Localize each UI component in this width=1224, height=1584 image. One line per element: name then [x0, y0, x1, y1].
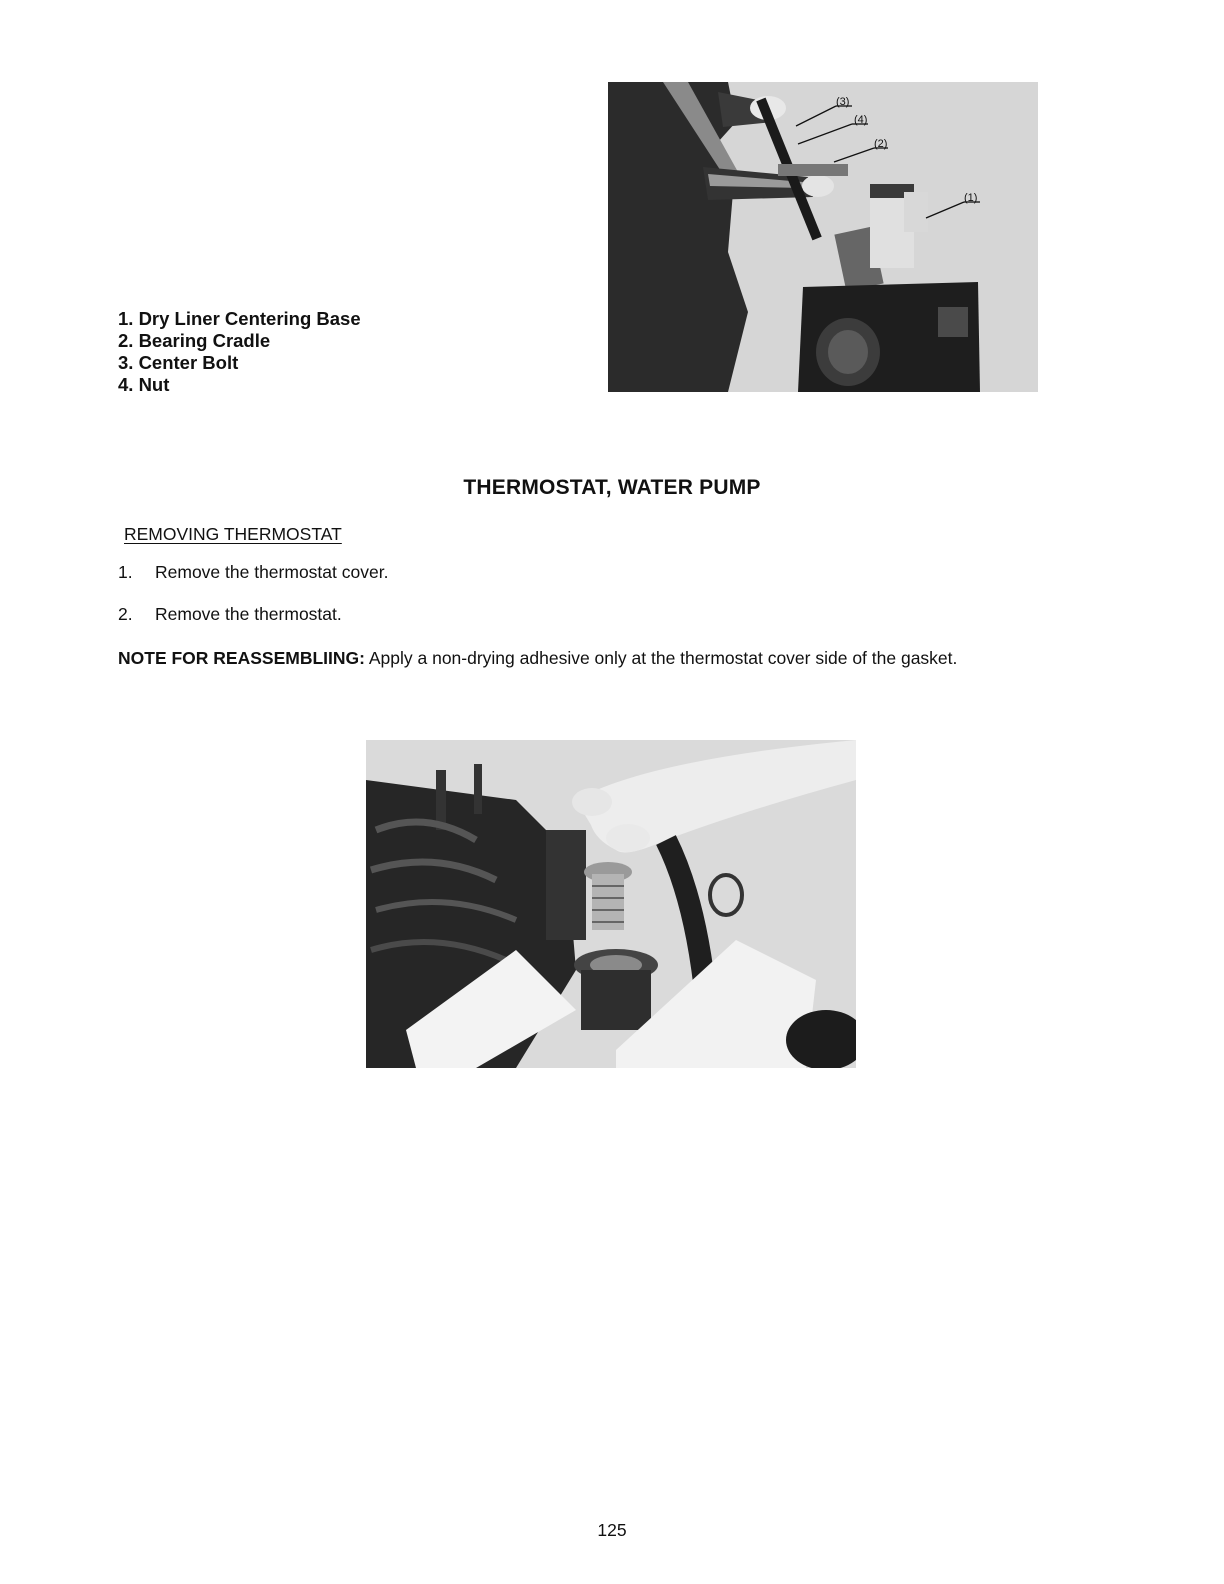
legend-item: 2. Bearing Cradle	[118, 330, 271, 351]
note-label: NOTE FOR REASSEMBLIING:	[118, 648, 365, 668]
callout-1: (1)	[964, 192, 978, 204]
page-number: 125	[597, 1520, 627, 1540]
step-text: Remove the thermostat cover.	[155, 562, 389, 582]
step-number: 2.	[118, 604, 133, 624]
dry-liner-illustration	[608, 82, 1038, 392]
callout-4: (4)	[854, 114, 868, 126]
section-title: THERMOSTAT, WATER PUMP	[463, 476, 761, 499]
dry-liner-photo	[608, 82, 1038, 392]
callout-2: (2)	[874, 138, 888, 150]
callout-3: (3)	[836, 96, 850, 108]
legend-item: 4. Nut	[118, 374, 170, 395]
thermostat-illustration	[366, 740, 856, 1068]
note-text: Apply a non-drying adhesive only at the thermostat cover side of the gasket.	[364, 648, 958, 668]
thermostat-photo	[366, 740, 856, 1068]
legend-item: 1. Dry Liner Centering Base	[118, 308, 361, 329]
reassembly-note	[118, 646, 998, 670]
legend-item: 3. Center Bolt	[118, 352, 239, 373]
step-item	[118, 604, 342, 625]
step-item	[118, 562, 388, 583]
figure-legend	[118, 308, 361, 396]
step-number: 1.	[118, 562, 133, 582]
subheading: REMOVING THERMOSTAT	[124, 524, 342, 544]
step-text: Remove the thermostat.	[155, 604, 342, 624]
